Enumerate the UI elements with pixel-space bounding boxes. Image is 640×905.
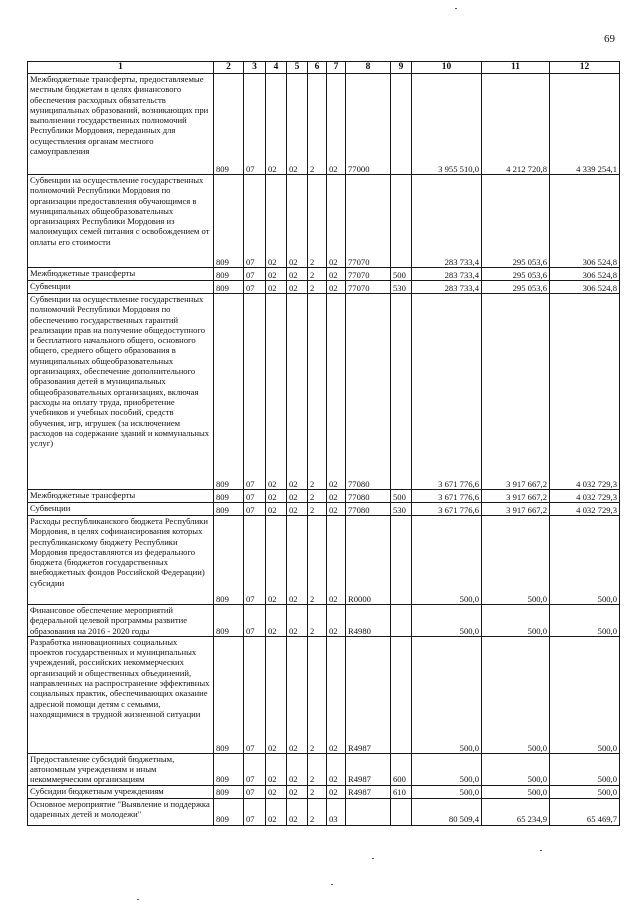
code-cell — [391, 636, 412, 753]
code-cell: 02 — [327, 516, 346, 605]
code-cell: 77070 — [346, 281, 391, 294]
amount-cell: 500,0 — [550, 516, 620, 605]
code-cell: 02 — [287, 490, 308, 503]
row-name: Субвенции — [28, 503, 214, 516]
amount-cell: 283 733,4 — [412, 175, 482, 268]
code-cell: 809 — [214, 798, 244, 825]
code-cell: 809 — [214, 294, 244, 490]
page-number: 69 — [604, 33, 615, 45]
amount-cell: 3 917 667,2 — [482, 490, 550, 503]
amount-cell: 500,0 — [412, 753, 482, 785]
code-cell: 2 — [308, 798, 327, 825]
table-row — [28, 281, 620, 294]
code-cell: 02 — [327, 503, 346, 516]
row-name: Финансовое обеспечение мероприятий федеральной целевой программы развитие образования на 2016 - 2020 годы — [28, 605, 214, 637]
table-row — [28, 753, 620, 785]
code-cell — [346, 798, 391, 825]
code-cell: 2 — [308, 281, 327, 294]
amount-cell: 283 733,4 — [412, 281, 482, 294]
amount-cell: 500,0 — [482, 785, 550, 798]
code-cell: 600 — [391, 753, 412, 785]
code-cell: 809 — [214, 636, 244, 753]
code-cell: 530 — [391, 503, 412, 516]
code-cell: 02 — [287, 785, 308, 798]
code-cell: 02 — [327, 175, 346, 268]
code-cell: 02 — [327, 785, 346, 798]
code-cell: 809 — [214, 74, 244, 175]
code-cell: 809 — [214, 490, 244, 503]
column-header: 6 — [308, 62, 327, 74]
code-cell: 02 — [327, 636, 346, 753]
code-cell — [391, 516, 412, 605]
code-cell: 07 — [244, 605, 266, 637]
code-cell: 2 — [308, 74, 327, 175]
code-cell: 2 — [308, 753, 327, 785]
amount-cell: 306 524,8 — [550, 281, 620, 294]
code-cell: 02 — [266, 753, 287, 785]
code-cell: 02 — [287, 753, 308, 785]
code-cell: 77070 — [346, 175, 391, 268]
row-name: Межбюджетные трансферты, предоставляемые местным бюджетам в целях финансового обеспечения расходных обязательств муниципальных образований, возникающих при выполнении государственных полномочий Республики Мордовия, переданных для осуществления органам местного самоуправления — [28, 74, 214, 175]
code-cell: 2 — [308, 268, 327, 281]
amount-cell: 3 671 776,6 — [412, 294, 482, 490]
code-cell: 2 — [308, 294, 327, 490]
code-cell: 07 — [244, 753, 266, 785]
table-row — [28, 175, 620, 268]
code-cell: 02 — [266, 605, 287, 637]
table-row — [28, 294, 620, 490]
amount-cell: 3 917 667,2 — [482, 294, 550, 490]
scan-speck — [372, 858, 374, 859]
code-cell: 2 — [308, 636, 327, 753]
code-cell: 02 — [327, 605, 346, 637]
code-cell: 02 — [266, 636, 287, 753]
row-name: Разработка инновационных социальных проектов государственных и муниципальных учреждений, российских некоммерческих организаций и общественных объединений, направленных на распространение эффективных социальных практик, обеспечивающих оказание адресной помощи детям с семьями, находящимися в трудной жизненной ситуации — [28, 636, 214, 753]
code-cell: 07 — [244, 268, 266, 281]
code-cell: 02 — [287, 636, 308, 753]
amount-cell: 500,0 — [482, 636, 550, 753]
column-header: 10 — [412, 62, 482, 74]
column-header: 11 — [482, 62, 550, 74]
code-cell: 07 — [244, 636, 266, 753]
code-cell: 77080 — [346, 503, 391, 516]
code-cell: R4980 — [346, 605, 391, 637]
row-name: Субсидии бюджетным учреждениям — [28, 785, 214, 798]
amount-cell: 295 053,6 — [482, 268, 550, 281]
amount-cell: 500,0 — [550, 753, 620, 785]
code-cell: 02 — [266, 294, 287, 490]
amount-cell: 500,0 — [550, 605, 620, 637]
table-row — [28, 74, 620, 175]
amount-cell: 295 053,6 — [482, 175, 550, 268]
code-cell: 809 — [214, 503, 244, 516]
amount-cell: 500,0 — [412, 605, 482, 637]
code-cell: 07 — [244, 798, 266, 825]
row-name: Субвенции на осуществление государственных полномочий Республики Мордовия по организации предоставления обучающимся в муниципальных общеобразовательных организациях Республики Мордовия из малоимущих семей питания с освобождением от оплаты его стоимости — [28, 175, 214, 268]
amount-cell: 65 234,9 — [482, 798, 550, 825]
code-cell: R4987 — [346, 753, 391, 785]
code-cell: 02 — [287, 268, 308, 281]
amount-cell: 4 339 254,1 — [550, 74, 620, 175]
code-cell: 02 — [287, 294, 308, 490]
code-cell: 03 — [327, 798, 346, 825]
code-cell: 500 — [391, 268, 412, 281]
code-cell: 02 — [287, 74, 308, 175]
amount-cell: 500,0 — [482, 605, 550, 637]
row-name: Основное мероприятие "Выявление и поддержка одаренных детей и молодежи" — [28, 798, 214, 825]
code-cell: R0000 — [346, 516, 391, 605]
code-cell: 809 — [214, 281, 244, 294]
code-cell: 02 — [287, 516, 308, 605]
code-cell — [391, 74, 412, 175]
table-row — [28, 268, 620, 281]
code-cell: 809 — [214, 785, 244, 798]
amount-cell: 500,0 — [482, 516, 550, 605]
code-cell: 02 — [287, 605, 308, 637]
column-header: 3 — [244, 62, 266, 74]
table-row — [28, 798, 620, 825]
amount-cell: 4 032 729,3 — [550, 294, 620, 490]
amount-cell: 500,0 — [412, 785, 482, 798]
amount-cell: 306 524,8 — [550, 268, 620, 281]
code-cell: 07 — [244, 490, 266, 503]
code-cell: 530 — [391, 281, 412, 294]
column-header: 1 — [28, 62, 214, 74]
code-cell: 02 — [266, 175, 287, 268]
code-cell: 2 — [308, 785, 327, 798]
amount-cell: 3 671 776,6 — [412, 490, 482, 503]
code-cell: 02 — [327, 490, 346, 503]
table-row — [28, 490, 620, 503]
amount-cell: 500,0 — [482, 753, 550, 785]
code-cell: 77080 — [346, 490, 391, 503]
code-cell: 02 — [266, 490, 287, 503]
amount-cell: 283 733,4 — [412, 268, 482, 281]
code-cell: 02 — [287, 798, 308, 825]
code-cell: 02 — [266, 268, 287, 281]
row-name: Субвенции на осуществление государственных полномочий Республики Мордовия по обеспечению государственных гарантий реализации прав на получение общедоступного и бесплатного начального общего, основного общего, среднего общего образования в муниципальных общеобразовательных организациях, обеспечение дополнительного образования детей в муниципальных общеобразовательных организациях, включая расходы на оплату труда, приобретение учебников и учебных пособий, средств обучения, игр, игрушек (за исключением расходов на содержание зданий и коммунальных услуг) — [28, 294, 214, 490]
code-cell: 02 — [327, 281, 346, 294]
scan-speck — [455, 8, 457, 9]
code-cell: 500 — [391, 490, 412, 503]
amount-cell: 306 524,8 — [550, 175, 620, 268]
column-header: 2 — [214, 62, 244, 74]
amount-cell: 500,0 — [550, 636, 620, 753]
code-cell: 02 — [287, 175, 308, 268]
code-cell: R4987 — [346, 785, 391, 798]
code-cell: 02 — [266, 516, 287, 605]
code-cell: 809 — [214, 268, 244, 281]
code-cell: 809 — [214, 516, 244, 605]
budget-table — [27, 61, 620, 826]
code-cell: 07 — [244, 785, 266, 798]
code-cell: 2 — [308, 490, 327, 503]
code-cell: 809 — [214, 175, 244, 268]
amount-cell: 3 671 776,6 — [412, 503, 482, 516]
column-header: 12 — [550, 62, 620, 74]
table-row — [28, 785, 620, 798]
column-header: 4 — [266, 62, 287, 74]
column-header: 8 — [346, 62, 391, 74]
code-cell: 02 — [327, 294, 346, 490]
amount-cell: 4 212 720,8 — [482, 74, 550, 175]
amount-cell: 500,0 — [412, 636, 482, 753]
code-cell: 07 — [244, 74, 266, 175]
amount-cell: 4 032 729,3 — [550, 503, 620, 516]
row-name: Межбюджетные трансферты — [28, 490, 214, 503]
code-cell — [391, 294, 412, 490]
column-header: 5 — [287, 62, 308, 74]
code-cell: 02 — [266, 74, 287, 175]
amount-cell: 500,0 — [550, 785, 620, 798]
code-cell: 02 — [266, 785, 287, 798]
amount-cell: 65 469,7 — [550, 798, 620, 825]
column-header: 7 — [327, 62, 346, 74]
code-cell: 809 — [214, 753, 244, 785]
table-row — [28, 605, 620, 637]
code-cell: 02 — [327, 74, 346, 175]
row-name: Межбюджетные трансферты — [28, 268, 214, 281]
row-name: Предоставление субсидий бюджетным, автономным учреждениям и иным некоммерческим организациям — [28, 753, 214, 785]
table-row — [28, 516, 620, 605]
code-cell: 07 — [244, 281, 266, 294]
code-cell: 809 — [214, 605, 244, 637]
code-cell — [391, 175, 412, 268]
code-cell: 02 — [266, 503, 287, 516]
code-cell: 2 — [308, 516, 327, 605]
row-name: Субвенции — [28, 281, 214, 294]
row-name: Расходы республиканского бюджета Республики Мордовия, в целях софинансирования которых республиканскому бюджету Республики Мордовия предоставляются из федерального бюджета (бюджетов государственных внебюджетных фондов Российской Федерации) субсидии — [28, 516, 214, 605]
code-cell: 07 — [244, 175, 266, 268]
code-cell: 02 — [327, 753, 346, 785]
code-cell: 07 — [244, 503, 266, 516]
table-row — [28, 636, 620, 753]
scan-speck — [540, 850, 542, 851]
table-row — [28, 503, 620, 516]
code-cell: 2 — [308, 175, 327, 268]
code-cell — [391, 798, 412, 825]
code-cell: 02 — [287, 281, 308, 294]
code-cell: 77080 — [346, 294, 391, 490]
code-cell: 02 — [287, 503, 308, 516]
scan-speck — [331, 884, 333, 885]
table-body — [28, 74, 620, 826]
code-cell — [391, 605, 412, 637]
code-cell: 02 — [266, 281, 287, 294]
amount-cell: 80 509,4 — [412, 798, 482, 825]
amount-cell: 500,0 — [412, 516, 482, 605]
code-cell: 77070 — [346, 268, 391, 281]
code-cell: 07 — [244, 294, 266, 490]
header-row — [28, 62, 620, 74]
amount-cell: 3 955 510,0 — [412, 74, 482, 175]
code-cell: R4987 — [346, 636, 391, 753]
amount-cell: 3 917 667,2 — [482, 503, 550, 516]
code-cell: 02 — [327, 268, 346, 281]
scan-speck — [137, 899, 139, 900]
code-cell: 07 — [244, 516, 266, 605]
amount-cell: 4 032 729,3 — [550, 490, 620, 503]
code-cell: 610 — [391, 785, 412, 798]
code-cell: 2 — [308, 605, 327, 637]
code-cell: 02 — [266, 798, 287, 825]
code-cell: 2 — [308, 503, 327, 516]
column-header: 9 — [391, 62, 412, 74]
amount-cell: 295 053,6 — [482, 281, 550, 294]
code-cell: 77000 — [346, 74, 391, 175]
